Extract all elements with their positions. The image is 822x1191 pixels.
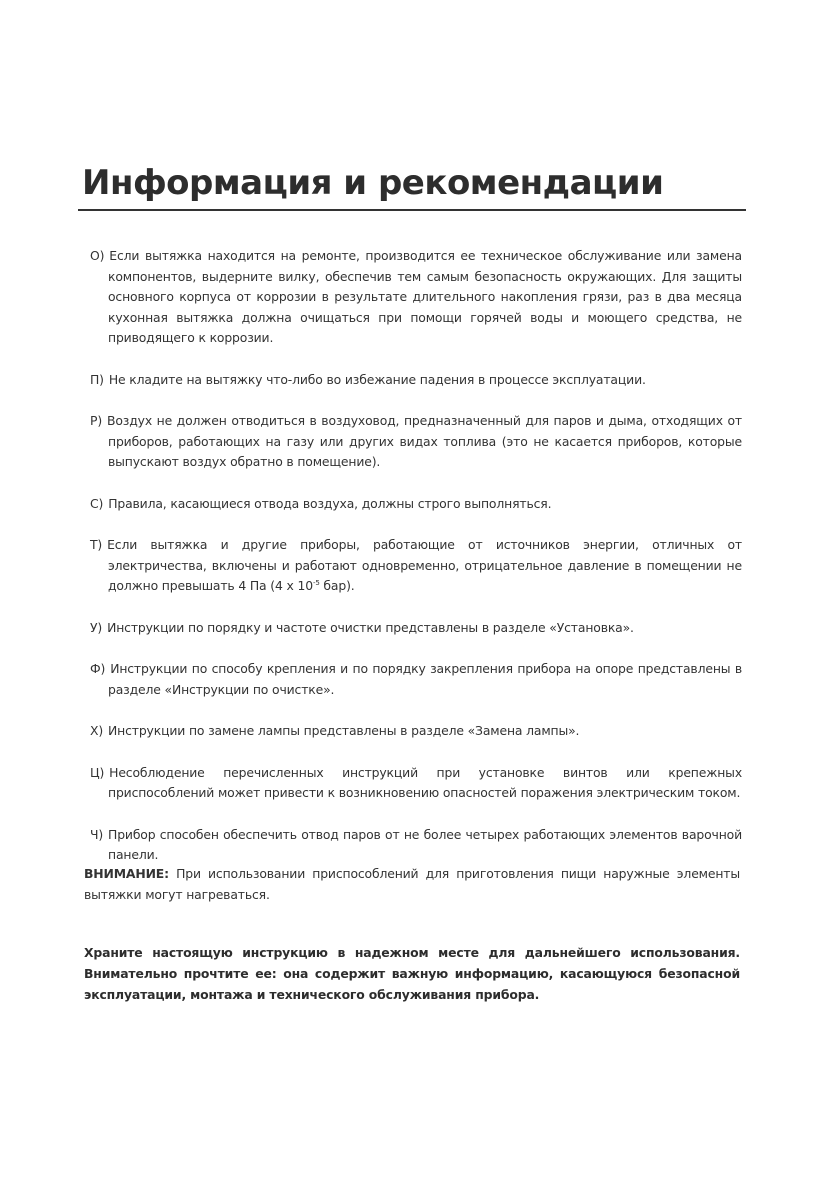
keep-instructions-notice: Храните настоящую инструкцию в надежном месте для дальнейшего использования. Внимательно прочтите ее: она содержит важную информацию, касающуюся безопасной эксплуатации, монтажа и технического обслуживания прибора. [84,945,740,1002]
item-text: Не кладите на вытяжку что-либо во избежание падения в процессе эксплуатации. [108,371,646,387]
item-text: Правила, касающиеся отвода воздуха, должны строго выполняться. [108,495,552,511]
item-text: Несоблюдение перечисленных инструкций при установке винтов или крепежных приспособлений может привести к возникновению опасностей поражения электрическим током. [108,764,742,800]
recommendations-list [90,246,742,887]
item-marker: Т) [90,537,103,552]
item-marker: Р) [90,413,103,428]
warning-text: При использовании приспособлений для приготовления пищи наружные элементы вытяжки могут нагреваться. [84,866,740,902]
item-text-end: бар). [319,578,355,593]
list-item [90,825,742,866]
list-item [90,370,742,391]
list-item [90,618,742,639]
list-item [90,535,742,597]
item-text: Инструкции по порядку и частоте очистки представлены в разделе «Установка». [107,619,634,635]
item-marker: П) [90,371,104,387]
item-text: Воздух не должен отводиться в воздуховод, предназначенный для паров и дыма, отходящих от приборов, работающих на газу или других видах топлива (это не касается приборов, которые выпускают воздух обратно в помещение). [107,413,742,469]
list-item [90,659,742,700]
list-item [90,763,742,804]
item-text: Если вытяжка и другие приборы, работающие от источников энергии, отличных от электричества, включены и работают одновременно, отрицательное давление в помещении не должно превышать 4 Па (4 х 10 [107,537,742,593]
list-item [90,721,742,742]
item-text: Инструкции по замене лампы представлены в разделе «Замена лампы». [108,723,580,738]
list-item [90,411,742,473]
list-item [90,246,742,349]
item-marker: Ц) [90,764,105,780]
item-marker: Х) [90,723,104,738]
page-title: Информация и рекомендации [82,163,664,203]
list-item [90,494,742,515]
exponent: -5 [312,579,320,587]
warning-note [84,864,740,905]
item-marker: О) [90,248,105,263]
item-text: Инструкции по способу крепления и по порядку закрепления прибора на опоре представлены в разделе «Инструкции по очистке». [108,661,742,697]
item-marker: Ф) [90,661,106,676]
item-marker: С) [90,495,104,511]
item-text: Прибор способен обеспечить отвод паров от не более четырех работающих элементов варочной панели. [108,826,742,862]
warning-label: ВНИМАНИЕ: [84,866,169,881]
item-marker: У) [90,619,103,635]
item-marker: Ч) [90,826,104,842]
item-text: Если вытяжка находится на ремонте, производится ее техническое обслуживание или замена компонентов, выдерните вилку, обеспечив тем самым безопасность окружающих. Для защиты основного корпуса от коррозии в результате длительного накопления грязи, раз в два месяца кухонная вытяжка должна очищаться при помощи горячей воды и моющего средства, не приводящего к коррозии. [108,248,742,345]
title-underline [78,209,746,211]
